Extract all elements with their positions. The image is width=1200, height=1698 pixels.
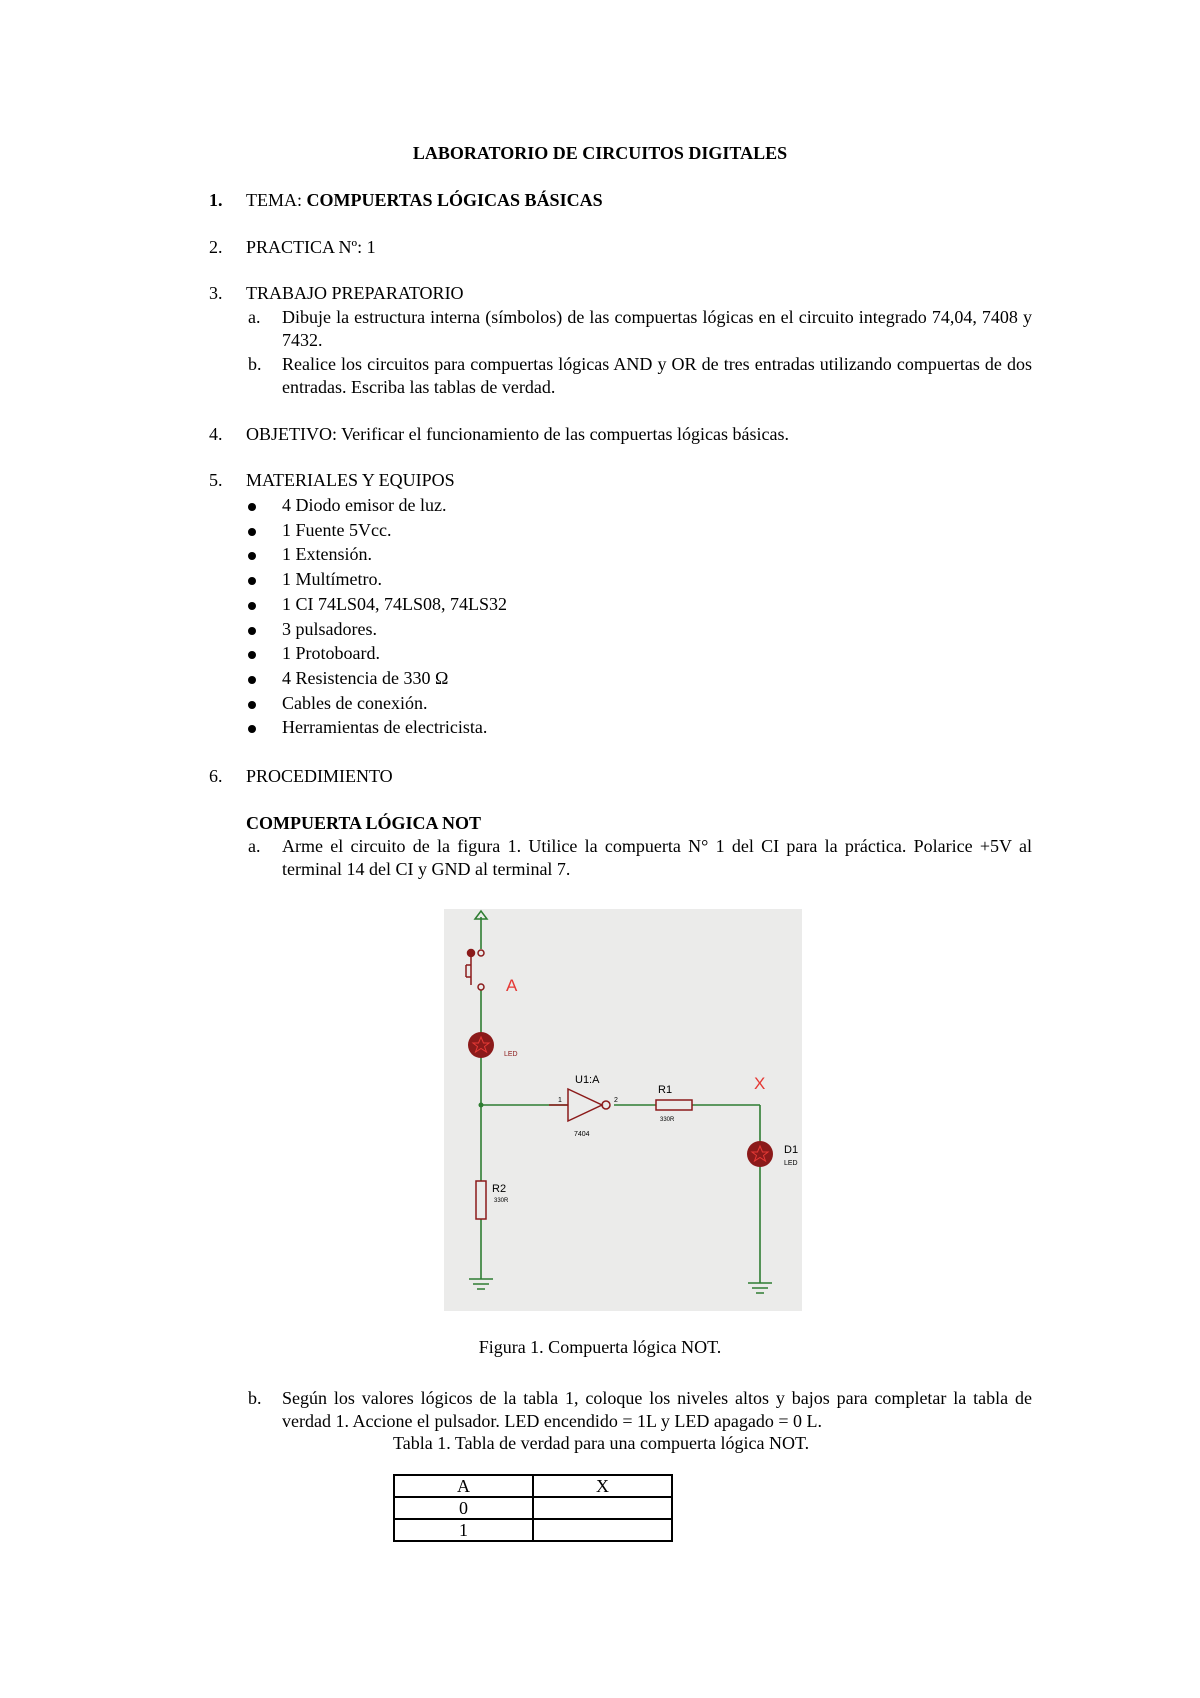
led-d1-icon: [747, 1141, 773, 1167]
ground-right-icon: [748, 1283, 772, 1293]
led-top-label: LED: [504, 1051, 518, 1058]
push-button-icon: [466, 950, 484, 991]
table-header-a: A: [394, 1475, 533, 1497]
table-row: [394, 1497, 672, 1519]
table-cell-a: 1: [394, 1519, 533, 1541]
table-cell-x: [533, 1497, 672, 1519]
section-4-text: OBJETIVO: Verificar el funcionamiento de las compuertas lógicas básicas.: [246, 424, 789, 444]
gate-label: U1:A: [575, 1074, 600, 1086]
section-6-item-a-letter: a.: [248, 836, 261, 856]
bullet-icon: [248, 552, 256, 560]
d1-label: D1: [784, 1144, 799, 1156]
list-item: 4 Diodo emisor de luz.: [282, 495, 447, 515]
gate-part-label: 7404: [574, 1131, 590, 1138]
figure-not-circuit: [444, 909, 802, 1311]
bullet-icon: [248, 676, 256, 684]
table-header-x: X: [533, 1475, 672, 1497]
list-item: 4 Resistencia de 330 Ω: [282, 668, 449, 688]
junction-dot: [479, 1103, 484, 1108]
section-2-number: 2.: [209, 237, 223, 257]
bullet-icon: [248, 528, 256, 536]
list-item: Cables de conexión.: [282, 693, 428, 713]
ground-left-icon: [469, 1279, 493, 1289]
gate-pin-in: 1: [558, 1097, 562, 1104]
not-gate-icon: [549, 1089, 610, 1121]
r2-label: R2: [492, 1183, 507, 1195]
section-1-number: 1.: [209, 190, 223, 210]
table-cell-x: [533, 1519, 672, 1541]
subheading-not-gate: COMPUERTA LÓGICA NOT: [246, 813, 482, 833]
section-3-number: 3.: [209, 283, 223, 303]
list-item: 1 Fuente 5Vcc.: [282, 520, 392, 540]
r2-value: 330R: [494, 1198, 509, 1204]
section-4-number: 4.: [209, 424, 223, 444]
resistor-r1-icon: [656, 1100, 692, 1110]
list-item: Herramientas de electricista.: [282, 717, 488, 737]
section-6-item-b-letter: b.: [248, 1388, 262, 1408]
table-cell-a: 0: [394, 1497, 533, 1519]
section-3-item-b-text: Realice los circuitos para compuertas lógicas AND y OR de tres entradas utilizando compuertas de dos entradas. Escriba las tablas de verdad.: [282, 354, 1032, 397]
section-2-text: PRACTICA Nº: 1: [246, 237, 376, 257]
truth-table: [393, 1474, 673, 1542]
section-3-text: TRABAJO PREPARATORIO: [246, 283, 464, 303]
bullet-icon: [248, 503, 256, 511]
d1-type: LED: [784, 1160, 798, 1167]
section-6-text: PROCEDIMIENTO: [246, 766, 393, 786]
section-3-item-b-letter: b.: [248, 354, 262, 374]
bullet-icon: [248, 725, 256, 733]
section-6-item-a-text: Arme el circuito de la figura 1. Utilice la compuerta N° 1 del CI para la práctica. Polarice +5V al terminal 14 del CI y GND al terminal 7.: [282, 836, 1032, 879]
list-item: 1 Extensión.: [282, 544, 372, 564]
circuit-diagram: [444, 909, 802, 1311]
bullet-icon: [248, 701, 256, 709]
table-header-row: [394, 1475, 672, 1497]
bullet-icon: [248, 627, 256, 635]
list-item: 1 Protoboard.: [282, 643, 380, 663]
section-1-label: TEMA:: [246, 190, 302, 210]
table-row: [394, 1519, 672, 1541]
document-title: LABORATORIO DE CIRCUITOS DIGITALES: [412, 143, 788, 163]
list-item: 1 Multímetro.: [282, 569, 382, 589]
figure-caption: Figura 1. Compuerta lógica NOT.: [478, 1337, 722, 1357]
section-6-number: 6.: [209, 766, 223, 786]
list-item: 1 CI 74LS04, 74LS08, 74LS32: [282, 594, 508, 614]
switch-label: A: [506, 976, 518, 995]
section-5-text: MATERIALES Y EQUIPOS: [246, 470, 455, 490]
resistor-r2-icon: [476, 1181, 486, 1219]
section-6-item-b-text: Según los valores lógicos de la tabla 1, coloque los niveles altos y bajos para completar la tabla de verdad 1. Accione el pulsador. LED encendido = 1L y LED apagado = 0 L.: [282, 1388, 1032, 1431]
list-item: 3 pulsadores.: [282, 619, 377, 639]
section-5-number: 5.: [209, 470, 223, 490]
r1-value: 330R: [660, 1117, 675, 1123]
led-top-icon: [468, 1032, 494, 1058]
r1-label: R1: [658, 1084, 673, 1096]
section-3-item-a-text: Dibuje la estructura interna (símbolos) de las compuertas lógicas en el circuito integrado 74,04, 7408 y 7432.: [282, 307, 1032, 350]
output-label: X: [754, 1074, 766, 1093]
section-3-item-a-letter: a.: [248, 307, 261, 327]
table-caption: Tabla 1. Tabla de verdad para una compuerta lógica NOT.: [393, 1433, 810, 1453]
section-1-heading: [246, 190, 603, 211]
bullet-icon: [248, 577, 256, 585]
bullet-icon: [248, 602, 256, 610]
bullet-icon: [248, 651, 256, 659]
gate-pin-out: 2: [614, 1097, 618, 1104]
section-1-topic: COMPUERTAS LÓGICAS BÁSICAS: [306, 190, 603, 210]
